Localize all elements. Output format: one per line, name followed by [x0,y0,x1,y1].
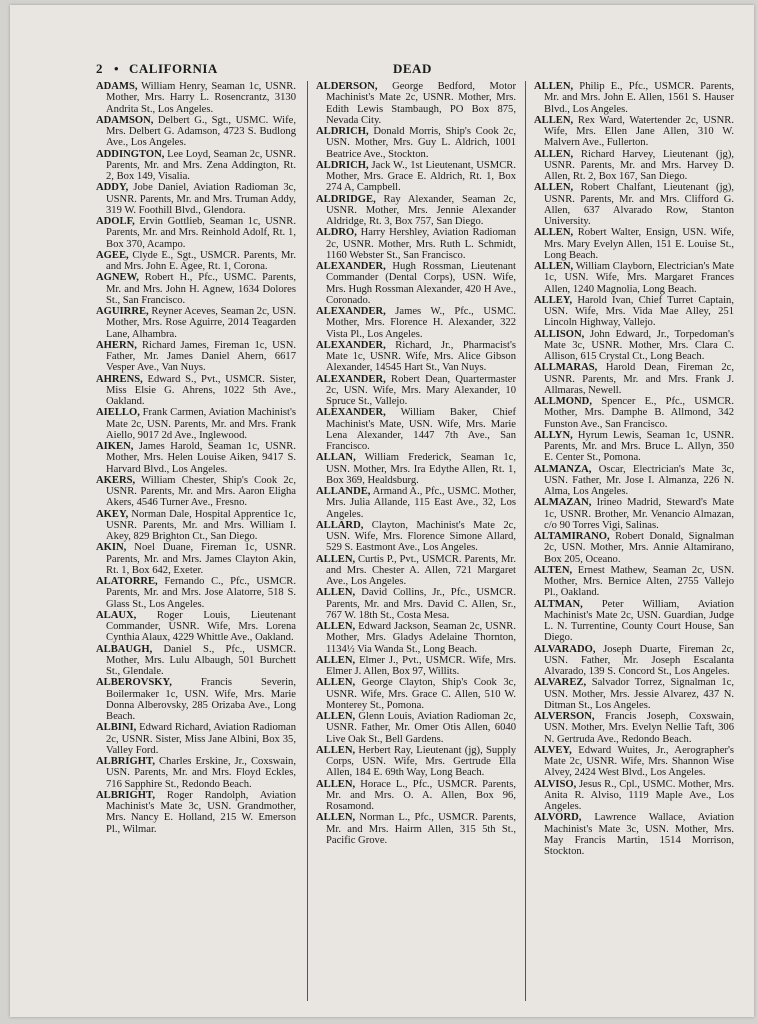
entry-details: Irineo Madrid, Steward's Mate 1c, USNR. Brother, Mr. Venancio Almazan, c/o 90 Torres Vigi, Salinas. [544,497,734,531]
casualty-entry [96,149,296,183]
surname: ALLEN, [316,677,356,689]
surname: ADDINGTON, [96,148,165,160]
casualty-entry [316,677,516,711]
casualty-entry [316,306,516,340]
surname: ALLYN, [534,429,573,441]
surname: ALDRICH, [316,159,369,171]
page-number: 2 [96,61,103,76]
entry-details: Francis Joseph, Coxswain, USN. Mother, Mrs. Evelyn Nellie Taft, 306 N. Gertruda Ave., Redondo Beach. [544,711,734,745]
surname: ALMAZAN, [534,497,592,509]
casualty-entry [534,497,734,531]
casualty-entry [96,182,296,216]
entry-details: Norman L., Pfc., USMCR. Parents, Mr. and Mrs. Hairm Allen, 315 5th St., Pacific Grove. [326,812,516,846]
document-page [10,5,754,1017]
casualty-entry [96,790,296,835]
surname: ALLEY, [534,294,573,306]
casualty-entry [534,677,734,711]
surname: ALVISO, [534,778,577,790]
casualty-entry [534,812,734,857]
casualty-entry [96,340,296,374]
casualty-entry [316,745,516,779]
casualty-entry [534,599,734,644]
entry-details: Richard James, Fireman 1c, USN. Father, Mr. James Daniel Ahern, 6617 Vesper Ave., Van Nuys. [106,339,296,374]
entry-details: Robert Walter, Ensign, USN. Wife, Mrs. Mary Evelyn Allen, 151 E. Louise St., Long Beach. [544,227,734,261]
entry-details: Armand A., Pfc., USMC. Mother, Mrs. Julia Allande, 115 East Ave., 32, Los Angeles. [326,486,516,520]
surname: ALAUX, [96,609,137,621]
surname: ALLEN, [534,182,574,194]
column-divider [307,81,308,1001]
entry-details: James Harold, Seaman 1c, USNR. Mother, Mrs. Helen Louise Aiken, 9417 S. Harvard Blvd., Los Angeles. [106,441,296,475]
casualty-entry [316,587,516,621]
entry-details: Curtis P., Pvt., USMCR. Parents, Mr. and Mrs. Chester A. Allen, 721 Margaret Ave., Los Angeles. [326,553,516,587]
entry-details: Edward Wuites, Jr., Aerographer's Mate 2c, USNR. Wife, Mrs. Shannon Wise Alvey, 2424 West Blvd., Los Angeles. [544,744,734,779]
casualty-entry [316,227,516,261]
entry-details: Edward Jackson, Seaman 2c, USNR. Mother, Mrs. Gladys Adelaine Thornton, 1134½ Via Wanda St., Long Beach. [326,621,516,655]
entry-details: Philip E., Pfc., USMCR. Parents, Mr. and Mrs. John E. Allen, 1561 S. Hauser Blvd., Los Angeles. [544,81,734,115]
casualty-entry [316,407,516,452]
entry-details: James W., Pfc., USMC. Mother, Mrs. Florence H. Alexander, 322 Vista Pl., Los Angeles. [326,306,516,340]
surname: ALLARD, [316,519,364,531]
surname: ADOLF, [96,216,135,227]
casualty-entry [316,779,516,813]
casualty-entry [96,610,296,644]
casualty-entry [534,396,734,430]
casualty-entry [534,261,734,295]
surname: ALLMARAS, [534,362,598,374]
entry-details: William Henry, Seaman 1c, USNR. Mother, Mrs. Harry L. Rosencrantz, 3130 Andrita St., Los Angeles. [106,81,296,115]
column-1 [96,81,296,835]
surname: ALLEN, [316,711,356,722]
casualty-entry [316,126,516,160]
surname: ALLEN, [534,261,574,272]
entry-details: Jobe Daniel, Aviation Radioman 3c, USNR. Parents, Mr. and Mrs. Truman Addy, 319 W. Foothill Blvd., Glendora. [106,182,296,216]
surname: AKEY, [96,508,129,520]
surname: ALLEN, [316,587,356,599]
list-title: DEAD [393,61,432,76]
entry-details: Daniel S., Pfc., USMCR. Mother, Mrs. Lulu Albaugh, 501 Burchett St., Glendale. [106,643,296,677]
entry-details: Reyner Aceves, Seaman 2c, USN. Mother, Mrs. Rose Aguirre, 2014 Teagarden Lane, Alhambra. [106,306,296,340]
surname: ALBRIGHT, [96,756,155,767]
surname: ADDY, [96,182,129,194]
casualty-entry [96,81,296,115]
casualty-entry [96,272,296,306]
casualty-entry [96,722,296,756]
casualty-entry [96,441,296,475]
casualty-entry [96,644,296,678]
casualty-entry [534,464,734,498]
entry-details: David Collins, Jr., Pfc., USMCR. Parents, Mr. and Mrs. David C. Allen, Sr., 767 W. 18th St., Costa Mesa. [326,587,516,621]
entry-details: Norman Dale, Hospital Apprentice 1c, USNR. Parents, Mr. and Mrs. William I. Akey, 829 Brighton Ct., San Diego. [106,508,296,542]
entry-details: Harold Dean, Fireman 2c, USNR. Parents, Mr. and Mrs. Frank J. Allmaras, Newell. [544,362,734,396]
surname: ALLEN, [534,114,574,126]
entry-details: John Edward, Jr., Torpedoman's Mate 3c, USNR. Mother, Mrs. Clara C. Allison, 615 Crystal Ct., Long Beach. [544,328,734,362]
casualty-entry [534,329,734,363]
entry-details: George Bedford, Motor Machinist's Mate 2c, USNR. Mother, Mrs. Edith Lewis Stambaugh, PO Box 875, Nevada City. [326,81,516,126]
surname: ALLEN, [534,81,574,92]
column-3 [534,81,734,857]
casualty-entry [96,509,296,543]
casualty-entry [534,711,734,745]
state-heading: CALIFORNIA [129,61,218,76]
casualty-entry [534,362,734,396]
entry-details: Fernando C., Pfc., USMCR. Parents, Mr. and Mrs. Jose Alatorre, 518 S. Glass St., Los Angeles. [106,576,296,610]
surname: ALLEN, [316,812,356,824]
entry-details: George Clayton, Ship's Cook 3c, USNR. Wife, Mrs. Grace C. Allen, 510 W. Monterey St., Pomona. [326,677,516,711]
casualty-entry [534,430,734,464]
casualty-entry [96,250,296,273]
surname: ALEXANDER, [316,407,386,419]
entry-details: Hyrum Lewis, Seaman 1c, USNR. Parents, Mr. and Mrs. Bruce L. Allyn, 350 E. Center St., Pomona. [544,429,734,464]
casualty-entry [534,779,734,813]
casualty-entry [316,452,516,486]
entry-details: Jack W., 1st Lieutenant, USMCR. Mother, Mrs. Grace E. Aldrich, Rt. 1, Box 274 A, Campbell. [326,159,516,194]
entry-details: Ervin Gottlieb, Seaman 1c, USNR. Parents, Mr. and Mrs. Reinhold Adolf, Rt. 1, Box 370, Acampo. [106,216,296,250]
entry-details: Horace L., Pfc., USMCR. Parents, Mr. and Mrs. O. A. Allen, Box 96, Rosamond. [326,778,516,812]
entry-details: Roger Louis, Lieutenant Commander, USNR. Wife, Mrs. Lorena Cynthia Alaux, 4229 Whittle Ave., Oakland. [106,609,296,644]
casualty-entry [316,520,516,554]
casualty-entry [316,261,516,306]
entry-details: Francis Severin, Boilermaker 1c, USN. Wife, Mrs. Marie Donna Alberovsky, 285 Orizaba Ave., Long Beach. [106,677,296,722]
casualty-entry [96,576,296,610]
surname: ALATORRE, [96,576,158,587]
surname: ALBEROVSKY, [96,677,172,689]
casualty-entry [534,115,734,149]
casualty-entry [534,745,734,779]
entry-details: Hugh Rossman, Lieutenant Commander (Dental Corps), USN. Wife, Mrs. Hugh Rossman Alexander, 420 H Ave., Coronado. [326,261,516,306]
surname: ALDERSON, [316,81,378,92]
casualty-entry [96,756,296,790]
entry-details: William Chester, Ship's Cook 2c, USNR. Parents, Mr. and Mrs. Aaron Eligha Akers, 4546 Turner Ave., Fresno. [106,474,296,509]
entry-details: Edward S., Pvt., USMCR. Sister, Miss Elsie G. Ahrens, 1022 5th Ave., Oakland. [106,373,296,407]
surname: ALBINI, [96,722,137,734]
surname: ALLEN, [316,654,356,666]
casualty-entry [534,531,734,565]
entry-details: Edward Richard, Aviation Radioman 2c, USNR. Sister, Miss Jane Albini, Box 35, Valley Ford. [106,722,296,756]
surname: ALLEN, [316,744,356,756]
entry-details: Robert Donald, Signalman 2c, USN. Mother, Mrs. Annie Altamirano, Box 205, Oceano. [544,531,734,565]
surname: AHRENS, [96,373,143,385]
casualty-entry [534,565,734,599]
surname: ALEXANDER, [316,261,386,272]
entry-details: Robert Dean, Quartermaster 2c, USN. Wife, Mrs. Mary Alexander, 10 Spruce St., Vallejo. [326,373,516,407]
surname: AIKEN, [96,441,134,452]
entry-details: Clyde E., Sgt., USMCR. Parents, Mr. and Mrs. John E. Agee, Rt. 1, Corona. [106,249,296,272]
casualty-entry [316,194,516,228]
casualty-entry [96,374,296,408]
entry-details: Ray Alexander, Seaman 2c, USNR. Mother, Mrs. Jennie Alexander Aldridge, Rt. 3, Box 757, San Diego. [326,193,516,227]
entry-details: Robert H., Pfc., USMC. Parents, Mr. and Mrs. John H. Agnew, 1634 Dolores St., San Francisco. [106,272,296,306]
casualty-entry [534,81,734,115]
entry-details: Ernest Mathew, Seaman 2c, USN. Mother, Mrs. Bernice Alten, 2755 Vallejo Pl., Oakland. [544,564,734,599]
header-bullet: • [114,61,119,76]
surname: ALDRIDGE, [316,193,376,205]
entry-details: Harry Hershley, Aviation Radioman 2c, USNR. Mother, Mrs. Ruth L. Schmidt, 1160 Webster St., San Francisco. [326,227,516,261]
surname: AGUIRRE, [96,306,149,317]
entry-details: Richard, Jr., Pharmacist's Mate 1c, USNR. Wife, Mrs. Alice Gibson Alexander, 14545 Hart St., Van Nuys. [326,339,516,374]
entry-details: Roger Randolph, Aviation Machinist's Mate 3c, USN. Grandmother, Mrs. Nancy E. Holland, 215 W. Emerson Pl., Wilmar. [106,789,296,835]
casualty-entry [316,374,516,408]
casualty-entry [534,149,734,183]
entry-details: Charles Erskine, Jr., Coxswain, USN. Parents, Mr. and Mrs. Floyd Eckles, 716 Sapphire St., Redondo Beach. [106,756,296,790]
entry-details: Frank Carmen, Aviation Machinist's Mate 2c, USN. Parents, Mr. and Mrs. Frank Aiello, 9017 2d Ave., Inglewood. [106,407,296,441]
surname: AGNEW, [96,272,139,284]
entry-details: Robert Chalfant, Lieutenant (jg), USNR. Parents, Mr. and Mrs. Clifford G. Allen, 637 Alvarado Row, Stanton University. [544,182,734,227]
surname: ADAMSON, [96,114,154,126]
entry-details: Richard Harvey, Lieutenant (jg), USNR. Parents, Mr. and Mrs. Harvey D. Allen, Rt. 2, Box 167, San Diego. [544,148,734,182]
casualty-entry [316,655,516,678]
casualty-entry [96,542,296,576]
column-2 [316,81,516,846]
casualty-entry [534,644,734,678]
surname: ALTEN, [534,564,573,576]
entry-details: Noel Duane, Fireman 1c, USNR. Parents, Mr. and Mrs. James Clayton Akin, Rt. 1, Box 642, Exeter. [106,542,296,576]
casualty-entry [316,160,516,194]
surname: ALEXANDER, [316,339,386,351]
entry-details: William Frederick, Seaman 1c, USN. Mother, Mrs. Ira Edythe Allen, Rt. 1, Box 369, Healdsburg. [326,452,516,486]
surname: ALVARADO, [534,643,596,655]
entry-details: William Baker, Chief Machinist's Mate, USN. Wife, Mrs. Marie Lena Alexander, 1447 7th Ave., San Francisco. [326,407,516,452]
entry-details: Lee Loyd, Seaman 2c, USNR. Parents, Mr. and Mrs. Zena Addington, Rt. 2, Box 149, Visalia. [106,148,296,182]
surname: ALEXANDER, [316,306,386,317]
surname: ALLEN, [316,778,356,790]
casualty-entry [96,407,296,441]
surname: ALLEN, [534,148,574,160]
surname: ALLEN, [534,227,574,239]
entry-details: Peter William, Aviation Machinist's Mate 2c, USN. Guardian, Judge L. N. Turrentine, County Court House, San Diego. [544,598,734,644]
surname: AGEE, [96,249,129,261]
casualty-entry [316,812,516,846]
surname: ALLANDE, [316,486,371,497]
column-divider [525,81,526,1001]
surname: ALVEY, [534,744,572,756]
casualty-entry [96,306,296,340]
surname: ALLEN, [316,553,356,565]
casualty-entry [96,216,296,250]
entry-details: Spencer E., Pfc., USMCR. Mother, Mrs. Damphe B. Allmond, 342 Funston Ave., San Francisco. [544,396,734,430]
surname: AKERS, [96,474,136,486]
entry-details: Delbert G., Sgt., USMC. Wife, Mrs. Delbert G. Adamson, 4723 S. Budlong Ave., Los Angeles. [106,114,296,149]
casualty-entry [534,182,734,227]
entry-details: Clayton, Machinist's Mate 2c, USN. Wife, Mrs. Florence Simone Allard, 529 S. Eastmont Ave., Los Angeles. [326,519,516,554]
casualty-entry [534,227,734,261]
surname: ALVAREZ, [534,677,587,689]
surname: AIELLO, [96,407,140,419]
casualty-entry [96,677,296,722]
entry-details: Oscar, Electrician's Mate 3c, USN. Father, Mr. Jose I. Almanza, 226 N. Alma, Los Angeles. [544,463,734,497]
casualty-entry [96,475,296,509]
surname: ALVORD, [534,812,582,824]
surname: ALTAMIRANO, [534,531,610,542]
surname: ALBAUGH, [96,643,153,655]
casualty-entry [534,295,734,329]
entry-details: Jesus R., Cpl., USMC. Mother, Mrs. Anita R. Alviso, 1119 Maple Ave., Los Angeles. [544,778,734,812]
surname: ADAMS, [96,81,138,92]
casualty-entry [316,554,516,588]
casualty-entry [316,81,516,126]
casualty-entry [316,621,516,655]
surname: ALLMOND, [534,396,592,407]
surname: ALLAN, [316,452,356,464]
surname: ALMANZA, [534,463,592,475]
entry-details: Herbert Ray, Lieutenant (jg), Supply Corps, USN. Wife, Mrs. Gertrude Ella Allen, 184 E. 69th Way, Long Beach. [326,744,516,779]
surname: ALLEN, [316,621,356,632]
surname: ALDRO, [316,227,357,239]
surname: ALTMAN, [534,598,583,610]
surname: ALVERSON, [534,711,595,722]
surname: AKIN, [96,542,127,554]
entry-details: Joseph Duarte, Fireman 2c, USN. Father, Mr. Joseph Escalanta Alvarado, 139 S. Concord St., Los Angeles. [544,643,734,677]
entry-details: Donald Morris, Ship's Cook 2c, USN. Mother, Mrs. Guy L. Aldrich, 1001 Beatrice Ave., Stockton. [326,126,516,160]
page-header [96,61,736,79]
entry-details: Harold Ivan, Chief Turret Captain, USN. Wife, Mrs. Vida Mae Alley, 251 Lincoln Highway, Vallejo. [544,294,734,329]
surname: ALEXANDER, [316,373,386,385]
surname: ALLISON, [534,328,585,340]
entry-details: Rex Ward, Watertender 2c, USNR. Wife, Mrs. Ellen Jane Allen, 310 W. Malvern Ave., Fullerton. [544,114,734,149]
casualty-entry [316,486,516,520]
surname: ALBRIGHT, [96,789,155,801]
text-columns [96,81,742,1006]
entry-details: Glenn Louis, Aviation Radioman 2c, USNR. Father, Mr. Omer Otis Allen, 6040 Live Oak St., Bell Gardens. [326,711,516,745]
casualty-entry [316,711,516,745]
casualty-entry [316,340,516,374]
entry-details: Salvador Torrez, Signalman 1c, USN. Mother, Mrs. Jessie Alvarez, 437 N. Ditman St., Los Angeles. [544,677,734,711]
casualty-entry [96,115,296,149]
entry-details: Elmer J., Pvt., USMCR. Wife, Mrs. Elmer J. Allen, Box 97, Willits. [326,654,516,677]
surname: AHERN, [96,339,137,351]
entry-details: William Clayborn, Electrician's Mate 1c, USN. Wife, Mrs. Margaret Frances Allen, 1240 Magnolia, Long Beach. [544,261,734,295]
entry-details: Lawrence Wallace, Aviation Machinist's Mate 3c, USN. Mother, Mrs. May Francis Martin, 1514 Morrison, Stockton. [544,812,734,857]
surname: ALDRICH, [316,126,369,137]
